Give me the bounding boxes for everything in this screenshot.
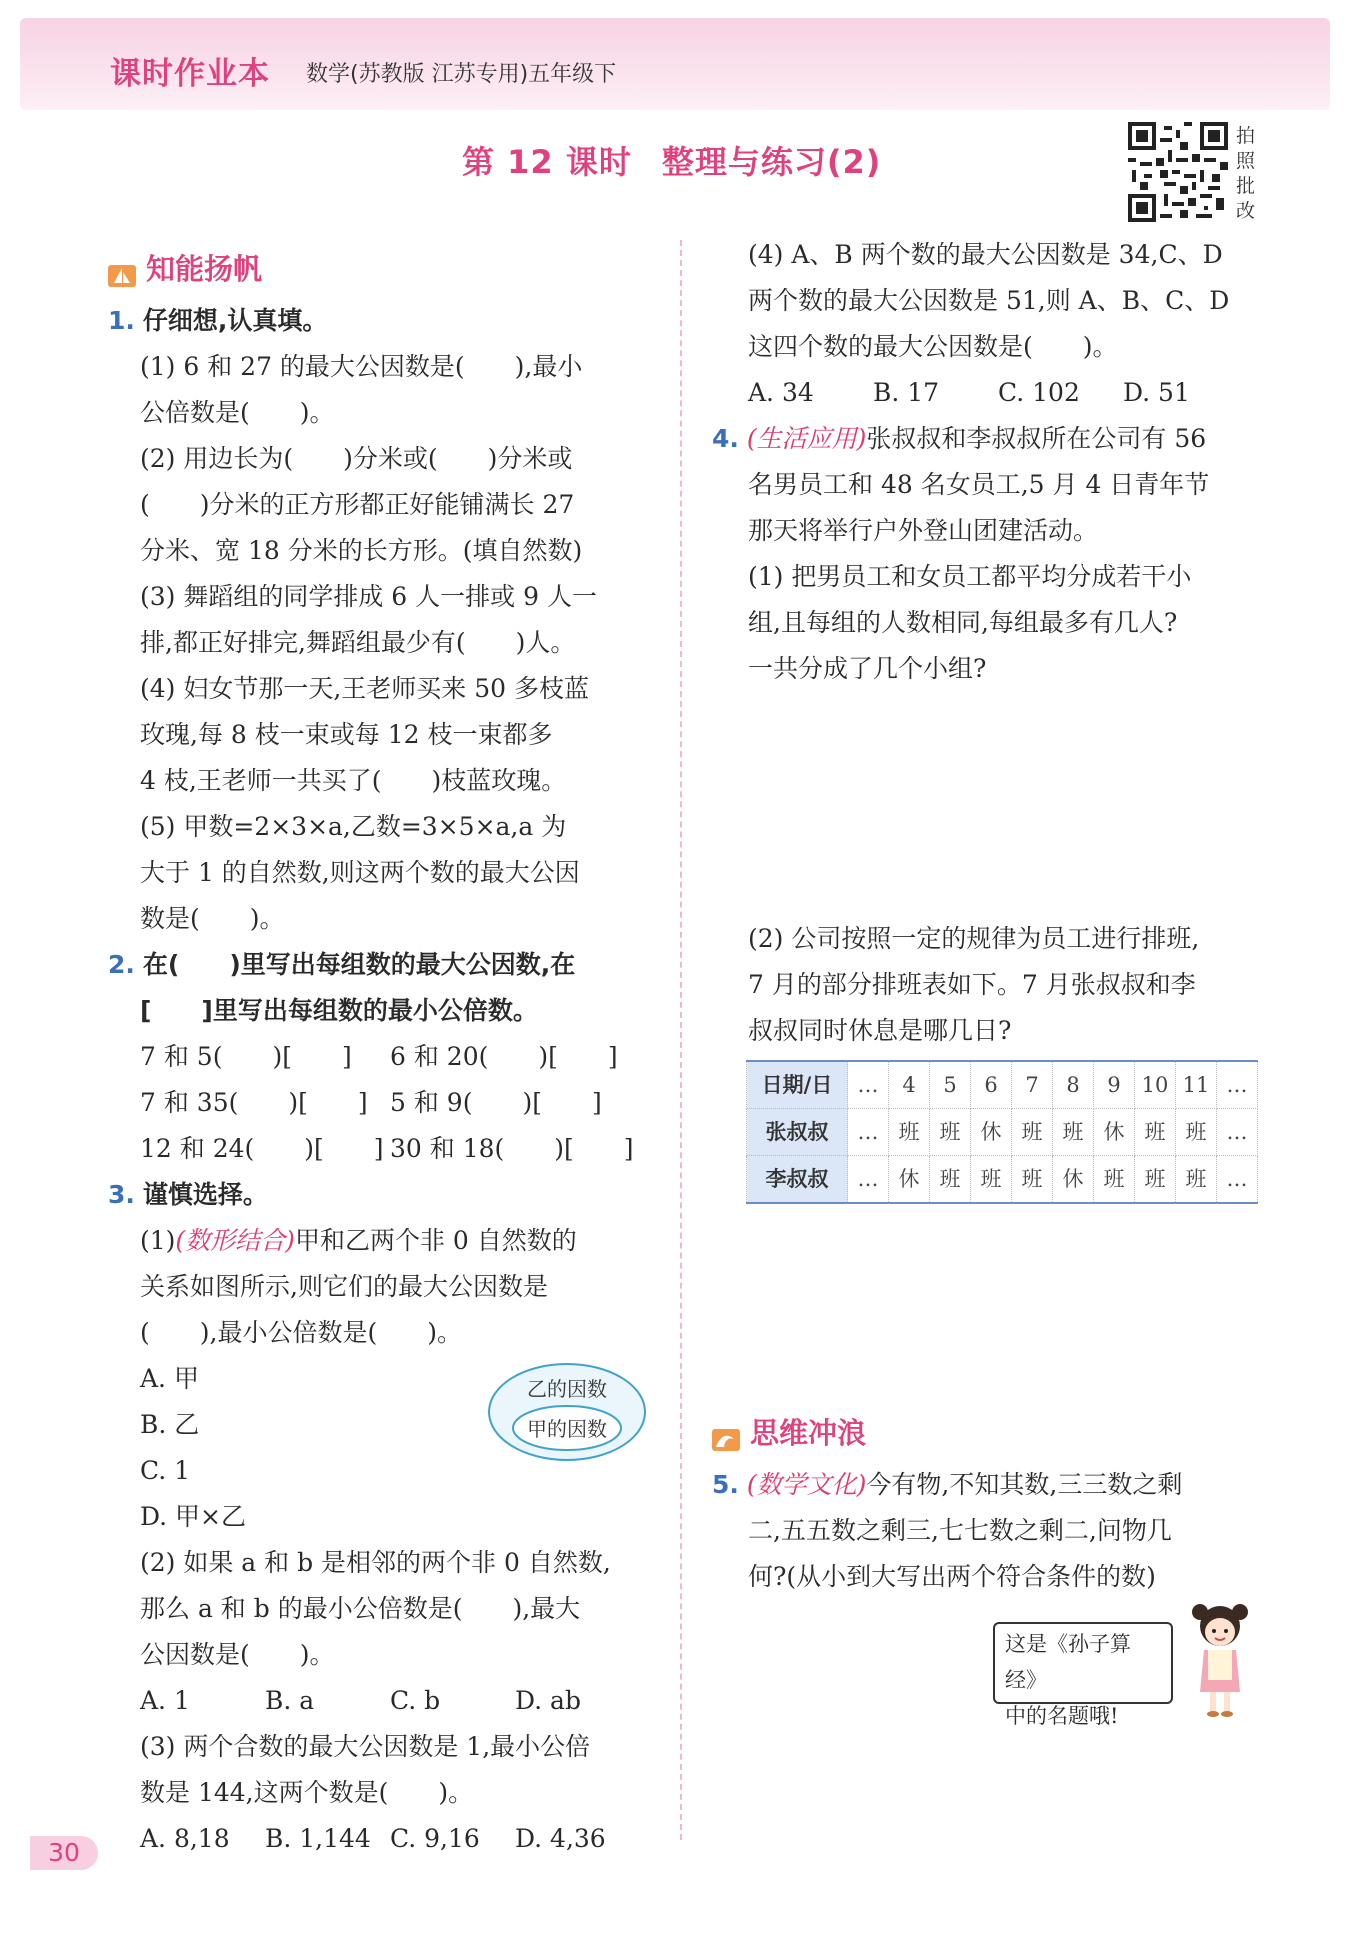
pair-row [140, 1080, 660, 1126]
text-line: 组,且每组的人数相同,每组最多有几人? [748, 608, 1178, 637]
qr-code-icon[interactable] [1128, 122, 1228, 222]
option: A. 甲 [140, 1364, 199, 1393]
section-title: 知能扬帆 [146, 252, 263, 286]
text-line: 两个数的最大公因数是 51,则 A、B、C、D [748, 286, 1230, 315]
table-cell: 班 [1135, 1109, 1176, 1156]
option: B. a [265, 1686, 315, 1715]
table-cell: … [848, 1109, 889, 1156]
qr-label-char: 拍 [1236, 125, 1256, 147]
table-cell: 班 [1012, 1156, 1053, 1204]
lesson-name: 整理与练习(2) [661, 143, 882, 181]
column-divider [680, 240, 682, 1840]
qr-label [1236, 124, 1258, 224]
option: C. 102 [998, 378, 1080, 407]
question-1-body [108, 344, 660, 942]
text-line: 名男员工和 48 名女员工,5 月 4 日青年节 [748, 470, 1210, 499]
tag-shenghuo: (生活应用) [746, 424, 867, 453]
girl-illustration-icon [1180, 1600, 1260, 1722]
options-row [140, 1816, 660, 1862]
question-2-title-cont: [ ]里写出每组数的最小公倍数。 [140, 996, 538, 1025]
table-cell: … [1217, 1156, 1258, 1204]
text-line: 那么 a 和 b 的最小公倍数是( ),最大 [140, 1594, 581, 1623]
table-cell: 7 [1012, 1061, 1053, 1109]
speech-line: 中的名题哦! [1005, 1704, 1119, 1728]
question-number: 2. [108, 950, 135, 979]
lesson-number: 第 12 课时 [462, 143, 632, 181]
text-line: (2) 用边长为( )分米或( )分米或 [140, 444, 573, 473]
table-cell: 休 [1094, 1109, 1135, 1156]
qr-label-char: 批 [1236, 175, 1256, 197]
brand-title: 课时作业本 [110, 56, 270, 92]
question-number: 1. [108, 306, 135, 335]
table-cell: 9 [1094, 1061, 1135, 1109]
question-text: 仔细想,认真填。 [142, 306, 328, 335]
text-line: (4) 妇女节那一天,王老师买来 50 多枝蓝 [140, 674, 590, 703]
question-number: 4. [712, 424, 739, 453]
sail-icon [108, 256, 138, 282]
table-cell: 4 [889, 1061, 930, 1109]
qr-label-char: 改 [1236, 200, 1256, 222]
table-cell: 6 [971, 1061, 1012, 1109]
text-line: 叔叔同时休息是哪几日? [748, 1016, 1012, 1045]
table-row [747, 1109, 1258, 1156]
text-line: (3) 两个合数的最大公因数是 1,最小公倍 [140, 1732, 591, 1761]
question-3-title [108, 1172, 660, 1218]
question-4-title [712, 416, 1262, 462]
table-cell: 11 [1176, 1061, 1217, 1109]
text-line: 一共分成了几个小组? [748, 654, 987, 683]
option: D. ab [515, 1686, 581, 1715]
text-line: (2) 如果 a 和 b 是相邻的两个非 0 自然数, [140, 1548, 611, 1577]
item-prefix: (1) [140, 1226, 176, 1255]
table-cell: 10 [1135, 1061, 1176, 1109]
tag-shuxing: (数形结合) [175, 1226, 295, 1255]
text-line [140, 1218, 660, 1264]
text-span: 甲和乙两个非 0 自然数的 [294, 1226, 577, 1255]
table-header-row [747, 1061, 1258, 1109]
question-text: 今有物,不知其数,三三数之剩 [866, 1470, 1183, 1499]
table-row [747, 1156, 1258, 1204]
text-line: (4) A、B 两个数的最大公因数是 34,C、D [748, 240, 1223, 269]
table-cell: 休 [971, 1109, 1012, 1156]
table-cell: 班 [1094, 1156, 1135, 1204]
left-column [108, 240, 660, 1862]
option: D. 甲×乙 [140, 1502, 246, 1531]
question-5-body [712, 1508, 1262, 1600]
section-title: 思维冲浪 [750, 1416, 867, 1450]
option: B. 1,144 [265, 1824, 371, 1853]
table-cell: 8 [1053, 1061, 1094, 1109]
text-line: 数是 144,这两个数是( )。 [140, 1778, 474, 1807]
pair-item: 7 和 35( )[ ] [140, 1088, 368, 1117]
answer-space[interactable] [712, 1204, 1262, 1404]
table-header-cell: 李叔叔 [747, 1156, 848, 1204]
text-line: ( )分米的正方形都正好能铺满长 27 [140, 490, 575, 519]
question-text: 谨慎选择。 [142, 1180, 268, 1209]
table-cell: … [848, 1156, 889, 1204]
pair-item: 7 和 5( )[ ] [140, 1042, 352, 1071]
table-cell: … [848, 1061, 889, 1109]
option: B. 乙 [140, 1410, 200, 1439]
table-header-cell: 日期/日 [747, 1061, 848, 1109]
table-cell: 班 [889, 1109, 930, 1156]
question-3-body [108, 1218, 660, 1862]
option: C. 1 [140, 1456, 191, 1485]
venn-inner-label: 甲的因数 [527, 1417, 607, 1441]
text-line: 4 枝,王老师一共买了( )枝蓝玫瑰。 [140, 766, 567, 795]
table-cell: 班 [971, 1156, 1012, 1204]
text-line: 关系如图所示,则它们的最大公因数是 [140, 1272, 548, 1301]
option: A. 1 [140, 1686, 190, 1715]
schedule-table [746, 1060, 1258, 1204]
venn-diagram [486, 1360, 648, 1464]
table-cell: 5 [930, 1061, 971, 1109]
text-line: (1) 把男员工和女员工都平均分成若干小 [748, 562, 1192, 591]
page-number: 30 [30, 1836, 98, 1870]
text-line: 玫瑰,每 8 枝一束或每 12 枝一束都多 [140, 720, 553, 749]
pair-item: 5 和 9( )[ ] [390, 1088, 602, 1117]
pair-row [140, 1034, 660, 1080]
question-text: 张叔叔和李叔叔所在公司有 56 [866, 424, 1207, 453]
table-cell: 休 [1053, 1156, 1094, 1204]
pair-item: 30 和 18( )[ ] [390, 1134, 634, 1163]
question-number: 5. [712, 1470, 739, 1499]
table-cell: 休 [889, 1156, 930, 1204]
table-cell: 班 [930, 1156, 971, 1204]
pair-item: 6 和 20( )[ ] [390, 1042, 618, 1071]
question-2-pairs [108, 1034, 660, 1172]
qr-label-char: 照 [1236, 150, 1256, 172]
text-line: 公倍数是( )。 [140, 398, 335, 427]
speech-bubble [993, 1622, 1173, 1728]
table-cell: 班 [1176, 1156, 1217, 1204]
option: D. 51 [1123, 378, 1190, 407]
option: B. 17 [873, 378, 940, 407]
text-line: (2) 公司按照一定的规律为员工进行排班, [748, 924, 1200, 953]
venn-outer-label: 乙的因数 [527, 1377, 607, 1401]
option: A. 34 [748, 378, 814, 407]
question-number: 3. [108, 1180, 135, 1209]
lesson-title [462, 137, 881, 183]
option: A. 8,18 [140, 1824, 230, 1853]
question-2-title [108, 942, 660, 988]
text-line: (3) 舞蹈组的同学排成 6 人一排或 9 人一 [140, 582, 597, 611]
text-line: 那天将举行户外登山团建活动。 [748, 516, 1099, 545]
table-cell: 班 [1012, 1109, 1053, 1156]
text-line: 公因数是( )。 [140, 1640, 335, 1669]
text-line: 分米、宽 18 分米的长方形。(填自然数) [140, 536, 583, 565]
option: D. 4,36 [515, 1824, 606, 1853]
text-line: ( ),最小公倍数是( )。 [140, 1318, 462, 1347]
wave-icon [712, 1420, 742, 1446]
table-cell: 班 [1176, 1109, 1217, 1156]
text-line: (1) 6 和 27 的最大公因数是( ),最小 [140, 352, 583, 381]
pair-row [140, 1126, 660, 1172]
right-column [712, 232, 1262, 1600]
section-header-zhineng [108, 246, 660, 292]
options-row [748, 370, 1262, 416]
text-line: 二,五五数之剩三,七七数之剩二,问物几 [748, 1516, 1172, 1545]
question-text: 在( )里写出每组数的最大公因数,在 [142, 950, 576, 979]
text-line: 大于 1 的自然数,则这两个数的最大公因 [140, 858, 580, 887]
question-3-part4 [712, 232, 1262, 416]
section-header-siwei [712, 1410, 1262, 1456]
text-line: 这四个数的最大公因数是( )。 [748, 332, 1118, 361]
table-cell: 班 [930, 1109, 971, 1156]
text-line: 排,都正好排完,舞蹈组最少有( )人。 [140, 628, 576, 657]
option: C. 9,16 [390, 1824, 480, 1853]
text-line: 何?(从小到大写出两个符合条件的数) [748, 1562, 1156, 1591]
text-line: 7 月的部分排班表如下。7 月张叔叔和李 [748, 970, 1196, 999]
question-5-title [712, 1462, 1262, 1508]
question-1-title [108, 298, 660, 344]
option: C. b [390, 1686, 441, 1715]
table-header-cell: 张叔叔 [747, 1109, 848, 1156]
table-cell: … [1217, 1061, 1258, 1109]
book-subtitle: 数学(苏教版 江苏专用)五年级下 [306, 62, 617, 87]
table-cell: 班 [1135, 1156, 1176, 1204]
speech-line: 这是《孙子算经》 [1005, 1632, 1131, 1692]
options-row [140, 1678, 660, 1724]
table-cell: 班 [1053, 1109, 1094, 1156]
tag-shuxue-wenhua: (数学文化) [746, 1470, 867, 1499]
pair-item: 12 和 24( )[ ] [140, 1134, 384, 1163]
text-line: (5) 甲数=2×3×a,乙数=3×5×a,a 为 [140, 812, 567, 841]
answer-space[interactable] [748, 692, 1262, 916]
text-line: 数是( )。 [140, 904, 285, 933]
table-cell: … [1217, 1109, 1258, 1156]
question-4-body [712, 462, 1262, 1054]
